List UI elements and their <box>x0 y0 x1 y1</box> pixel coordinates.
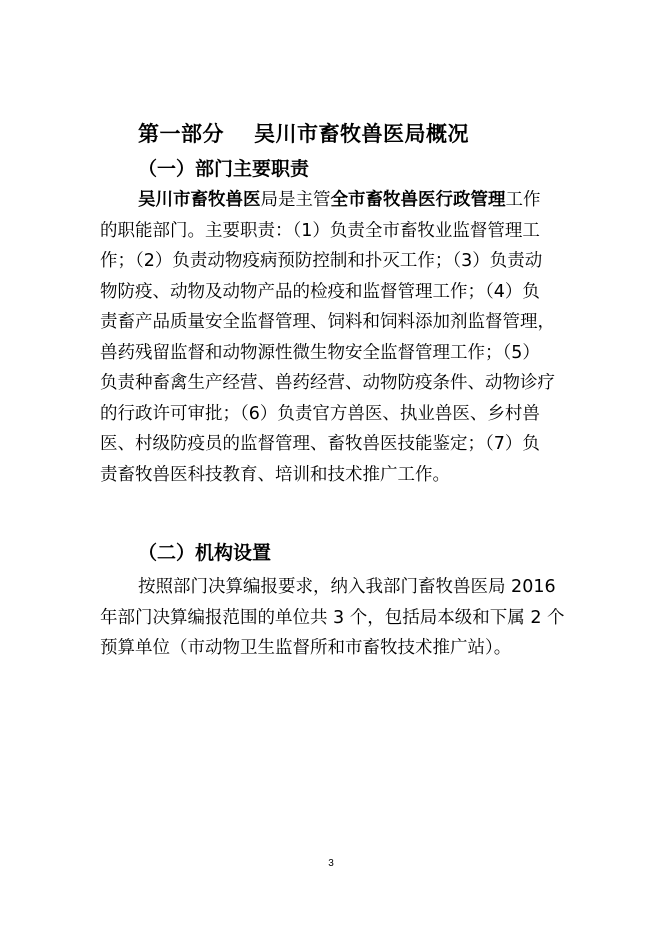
paragraph-line: 医、村级防疫员的监督管理、畜牧兽医技能鉴定；（7）负 <box>100 434 540 454</box>
organization-paragraph <box>100 572 570 664</box>
section-heading-organization: （二）机构设置 <box>138 542 272 564</box>
paragraph-line: 的职能部门。主要职责：（1）负责全市畜牧业监督管理工 <box>100 220 540 241</box>
title-part-label: 第一部分 <box>138 122 224 146</box>
paragraph-line <box>100 185 570 216</box>
responsibilities-paragraph <box>100 185 570 490</box>
paragraph-line: 兽药残留监督和动物源性微生物安全监督管理工作；（5） <box>100 342 540 363</box>
paragraph-line: 责畜牧兽医科技教育、培训和技术推广工作。 <box>100 464 450 485</box>
paragraph-line: 预算单位（市动物卫生监督所和市畜牧技术推广站）。 <box>100 638 512 658</box>
title-agency-name: 吴川市畜牧兽医局概况 <box>254 122 469 146</box>
agency-name-bold: 吴川市畜牧兽医 <box>138 190 261 210</box>
paragraph-line: 的行政许可审批；（6）负责官方兽医、执业兽医、乡村兽 <box>100 403 540 424</box>
paragraph-line: 按照部门决算编报要求，纳入我部门畜牧兽医局 2016 <box>138 577 556 597</box>
paragraph-line: 责畜产品质量安全监督管理、饲料和饲料添加剂监督管理， <box>100 312 555 332</box>
section-heading-responsibilities: （一）部门主要职责 <box>138 158 310 180</box>
text-run: 工作 <box>505 190 541 210</box>
paragraph-line: 物防疫、动物及动物产品的检疫和监督管理工作；（4）负 <box>100 281 540 302</box>
paragraph-line: 负责种畜禽生产经营、兽药经营、动物防疫条件、动物诊疗 <box>100 373 555 393</box>
page-title <box>138 118 469 148</box>
text-run: 局是主管 <box>260 190 331 210</box>
paragraph-line: 年部门决算编报范围的单位共 3 个，包括局本级和下属 2 个 <box>100 607 565 628</box>
page-number: 3 <box>328 858 334 869</box>
admin-scope-bold: 全市畜牧兽医行政管理 <box>330 190 506 210</box>
paragraph-line: 作；（2）负责动物疫病预防控制和扑灭工作；（3）负责动 <box>100 251 543 271</box>
